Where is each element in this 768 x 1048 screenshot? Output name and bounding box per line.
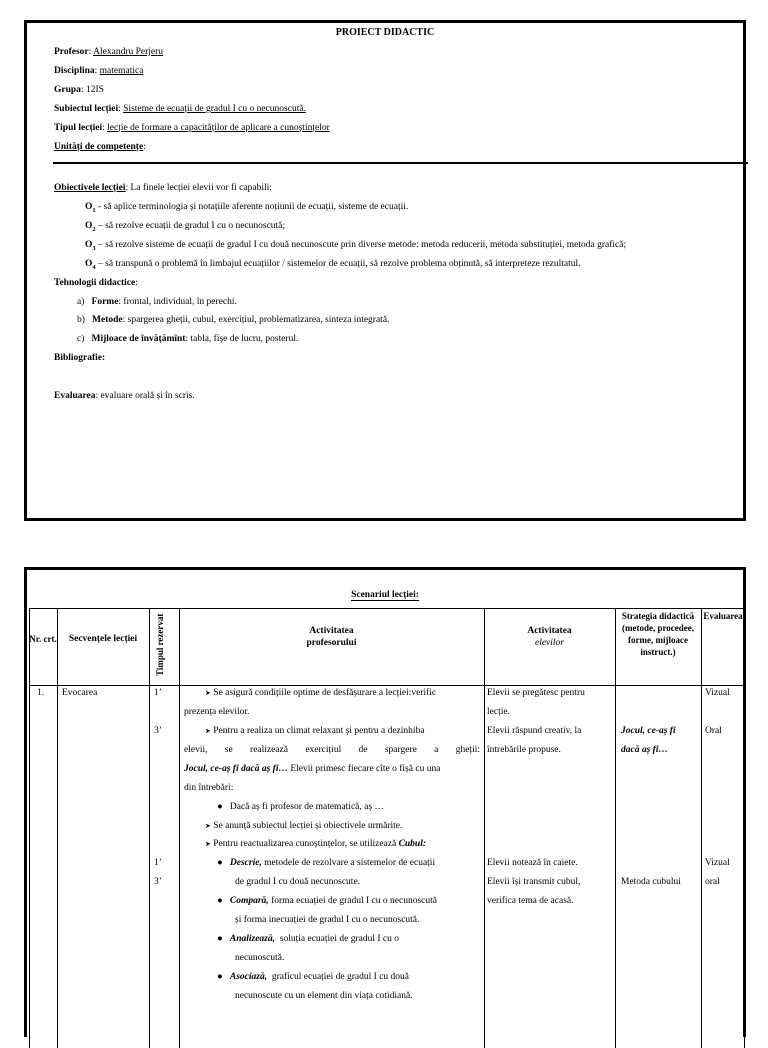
col-rule-5 xyxy=(615,608,616,1048)
prof-bullet-2: ● Descrie, metodele de rezolvare a sistemelor de ecuații xyxy=(217,858,436,868)
elev-line-3: Elevii răspund creativ, la xyxy=(487,726,582,736)
col-rule-6 xyxy=(701,608,702,1048)
row-nr: 1. xyxy=(37,688,45,698)
elev-line-1: Elevii se pregătesc pentru xyxy=(487,688,585,698)
prof-bullet-3-text: forma ecuației de gradul I cu o necunoscută xyxy=(271,896,437,906)
prof-line-1 xyxy=(205,688,436,698)
page-1 xyxy=(24,20,746,521)
prof-bullet-5-text: graficul ecuației de gradul I cu două xyxy=(271,972,409,982)
header-timpul: Timpul rezervat xyxy=(155,613,165,676)
prof-bullet-5-em: Asociază, xyxy=(229,972,268,982)
prof-bullet-1: ● Dacă aș fi profesor de matematică, aș … xyxy=(217,802,384,812)
prof-line-6: din întrebări: xyxy=(184,783,234,793)
item-c-text: : tabla, fișe de lucru, posterul. xyxy=(185,334,299,344)
prof-bullet-3-em: Compară, xyxy=(229,896,269,906)
table-header-rule xyxy=(29,685,745,686)
elev-line-6: Elevii își transmit cubul, xyxy=(487,877,581,887)
prof-line-5-em: Jocul, ce-aș fi dacă aș fi… xyxy=(184,764,288,774)
item-b xyxy=(77,315,389,325)
o4-text: – să transpună o problemă în limbajul ecuațiilor / sistemelor de ecuații, să rezolve problema obținută, să interpreteze rezultatul. xyxy=(95,259,581,269)
prof-line-9-em: Cubul: xyxy=(398,839,427,849)
profesor-label: Profesor xyxy=(54,47,89,57)
arrow-icon: ➤ xyxy=(205,840,211,848)
tipul-line: Tipul lecției: lecție de formare a capacităților de aplicare a cunoștințelor xyxy=(54,123,330,133)
prof-bullet-5: ● Asociază, graficul ecuației de gradul I cu două xyxy=(217,972,409,982)
objective-o4 xyxy=(85,259,581,271)
prof-line-8-text: Se anunță subiectul lecției și obiectivele urmărite. xyxy=(213,821,403,831)
elev-line-5: Elevii notează în caiete. xyxy=(487,858,578,868)
subiect-value: Sisteme de ecuații de gradul I cu o necunoscută. xyxy=(123,104,306,114)
header-secvente: Secvențele lecției xyxy=(68,634,138,644)
time-4: 3’ xyxy=(154,877,162,887)
header-divider xyxy=(53,162,748,164)
prof-line-9 xyxy=(205,839,426,849)
elev-line-4: întrebările propuse. xyxy=(487,745,561,755)
grupa-value: 12IS xyxy=(85,85,104,95)
strategy-line-2: dacă aș fi… xyxy=(621,745,668,755)
prof-bullet-5-cont: necunoscute cu un element din viața cotidiană. xyxy=(235,991,413,1001)
arrow-icon: ➤ xyxy=(205,822,211,830)
scenario-title xyxy=(27,590,743,600)
prof-line-1-text: Se asigură condițiile optime de desfășurare a lecției:verific xyxy=(213,688,437,698)
prof-bullet-4-text: soluția ecuației de gradul I cu o xyxy=(279,934,399,944)
table-top-rule xyxy=(29,608,745,609)
tehnologii-label: Tehnologii didactice xyxy=(54,278,136,288)
time-1: 1’ xyxy=(154,688,162,698)
profesor-value: Alexandru Perjeru xyxy=(93,47,164,57)
item-b-marker: b) xyxy=(77,315,85,325)
document-title: PROIECT DIDACTIC xyxy=(335,27,435,38)
o3-sub: 3 xyxy=(92,244,96,252)
tipul-value: lecție de formare a capacităților de aplicare a cunoștințelor xyxy=(107,123,330,133)
disciplina-line: Disciplina: matematica xyxy=(54,66,144,76)
unitati-label: Unități de competențe xyxy=(54,142,144,152)
strategy-line-3: Metoda cubului xyxy=(621,877,681,887)
evaluarea-label: Evaluarea xyxy=(54,391,96,401)
prof-bullet-4-cont: necunoscută. xyxy=(235,953,285,963)
obiective-intro: La finele lecției elevii vor fi capabili: xyxy=(130,183,272,193)
elev-line-2: lecție. xyxy=(487,707,510,717)
subiect-line: Subiectul lecției: Sisteme de ecuații de gradul I cu o necunoscută. xyxy=(54,104,306,114)
o4-sub: 4 xyxy=(92,263,96,271)
prof-line-5 xyxy=(184,764,440,774)
elev-line-7: verifica tema de acasă. xyxy=(487,896,574,906)
objective-o2 xyxy=(85,221,285,233)
header-nr: Nr. crt. xyxy=(29,634,57,644)
col-rule-4 xyxy=(484,608,485,1048)
prof-line-8 xyxy=(205,821,402,831)
header-evaluare: Evaluarea xyxy=(703,611,743,621)
obiective-label: Obiectivele lecției xyxy=(54,183,126,193)
prof-bullet-4-em: Analizează, xyxy=(229,934,276,944)
disciplina-label: Disciplina xyxy=(54,66,95,76)
arrow-icon: ➤ xyxy=(205,727,211,735)
o1-text: - să aplice terminologia și notațiile aferente noțiunii de ecuații, sisteme de ecuații. xyxy=(95,202,409,212)
bibliografie-label: Bibliografie: xyxy=(54,353,106,363)
eval-line-4: oral xyxy=(705,877,720,887)
item-c xyxy=(77,334,298,344)
eval-line-1: Vizual xyxy=(705,688,730,698)
header-activ-elev-1: Activitatea xyxy=(527,626,572,636)
prof-bullet-3-cont: și forma inecuației de gradul I cu o necunoscută. xyxy=(235,915,420,925)
obiective-line: Obiectivele lecției: La finele lecției elevii vor fi capabili: xyxy=(54,183,272,193)
prof-line-3-text: Pentru a realiza un climat relaxant și pentru a dezinhiba xyxy=(213,726,425,736)
prof-line-4: elevii, se realizează exercițiul de spargere a gheții: xyxy=(184,745,480,755)
unitati-line: Unități de competențe: xyxy=(54,142,146,152)
o4-code: O xyxy=(85,259,93,269)
disciplina-value: matematica xyxy=(99,66,144,76)
header-activ-elev-2: elevilor xyxy=(534,638,564,648)
o3-text: – să rezolve sisteme de ecuații de gradul I cu două necunoscute prin diverse metode: metoda reducerii, metoda substituției, metoda grafică; xyxy=(95,240,627,250)
prof-line-3 xyxy=(205,726,425,736)
item-a xyxy=(77,297,237,307)
col-rule-3 xyxy=(179,608,180,1048)
strategy-line-1: Jocul, ce-aș fi xyxy=(621,726,676,736)
item-b-text: : spargerea gheții, cubul, exercițiul, problematizarea, sinteza integrată. xyxy=(122,315,390,325)
time-2: 3’ xyxy=(154,726,162,736)
row-secventa: Evocarea xyxy=(62,688,98,698)
col-rule-0 xyxy=(29,608,30,1048)
o1-sub: 1 xyxy=(92,206,96,214)
page-2 xyxy=(24,567,746,1037)
tipul-label: Tipul lecției xyxy=(54,123,103,133)
grupa-line: Grupa: 12IS xyxy=(54,85,104,95)
time-3: 1’ xyxy=(154,858,162,868)
o2-sub: 2 xyxy=(92,225,96,233)
grupa-label: Grupa xyxy=(54,85,81,95)
item-a-marker: a) xyxy=(77,297,85,307)
item-b-label: Metode xyxy=(92,315,123,325)
header-activ-prof-1: Activitatea xyxy=(309,626,354,636)
prof-bullet-2-em: Descrie, xyxy=(229,858,262,868)
objective-o3 xyxy=(85,240,626,252)
bibliografie-line xyxy=(54,353,105,363)
evaluarea-text: : evaluare orală și în scris. xyxy=(95,391,195,401)
eval-line-2: Oral xyxy=(705,726,722,736)
prof-line-2: prezența elevilor. xyxy=(184,707,250,717)
item-c-label: Mijloace de învățămînt xyxy=(91,334,186,344)
evaluarea-line xyxy=(54,391,195,401)
o3-code: O xyxy=(85,240,93,250)
tehnologii-line: Tehnologii didactice: xyxy=(54,278,138,288)
item-a-label: Forme xyxy=(91,297,119,307)
prof-line-5-text: Elevii primesc fiecare cîte o fișă cu una xyxy=(290,764,441,774)
item-c-marker: c) xyxy=(77,334,85,344)
prof-line-9-text: Pentru reactualizarea cunoștințelor, se utilizează xyxy=(213,839,397,849)
header-activ-prof-2: profesorului xyxy=(306,638,357,648)
scenario-title-text: Scenariul lecției: xyxy=(351,590,419,600)
prof-bullet-1-text: Dacă aș fi profesor de matematică, aș … xyxy=(229,802,384,812)
o2-text: – să rezolve ecuații de gradul I cu o necunoscută; xyxy=(95,221,286,231)
header-strategia: Strategia didactică (metode, procedee, forme, mijloace instruct.) xyxy=(621,611,695,657)
prof-bullet-4: ● Analizează, soluția ecuației de gradul I cu o xyxy=(217,934,399,944)
col-rule-1 xyxy=(57,608,58,1048)
col-rule-7 xyxy=(744,608,745,1048)
scenario-table xyxy=(27,608,749,1048)
eval-line-3: Vizual xyxy=(705,858,730,868)
objective-o1 xyxy=(85,202,408,214)
prof-bullet-2-cont: de gradul I cu două necunoscute. xyxy=(235,877,361,887)
col-rule-2 xyxy=(149,608,150,1048)
o2-code: O xyxy=(85,221,93,231)
item-a-text: : frontal, individual, în perechi. xyxy=(118,297,237,307)
o1-code: O xyxy=(85,202,93,212)
subiect-label: Subiectul lecției xyxy=(54,104,119,114)
arrow-icon: ➤ xyxy=(205,689,211,697)
prof-bullet-2-text: metodele de rezolvare a sistemelor de ecuații xyxy=(264,858,436,868)
profesor-line: Profesor: Alexandru Perjeru xyxy=(54,47,164,57)
prof-bullet-3: ● Compară, forma ecuației de gradul I cu o necunoscută xyxy=(217,896,437,906)
